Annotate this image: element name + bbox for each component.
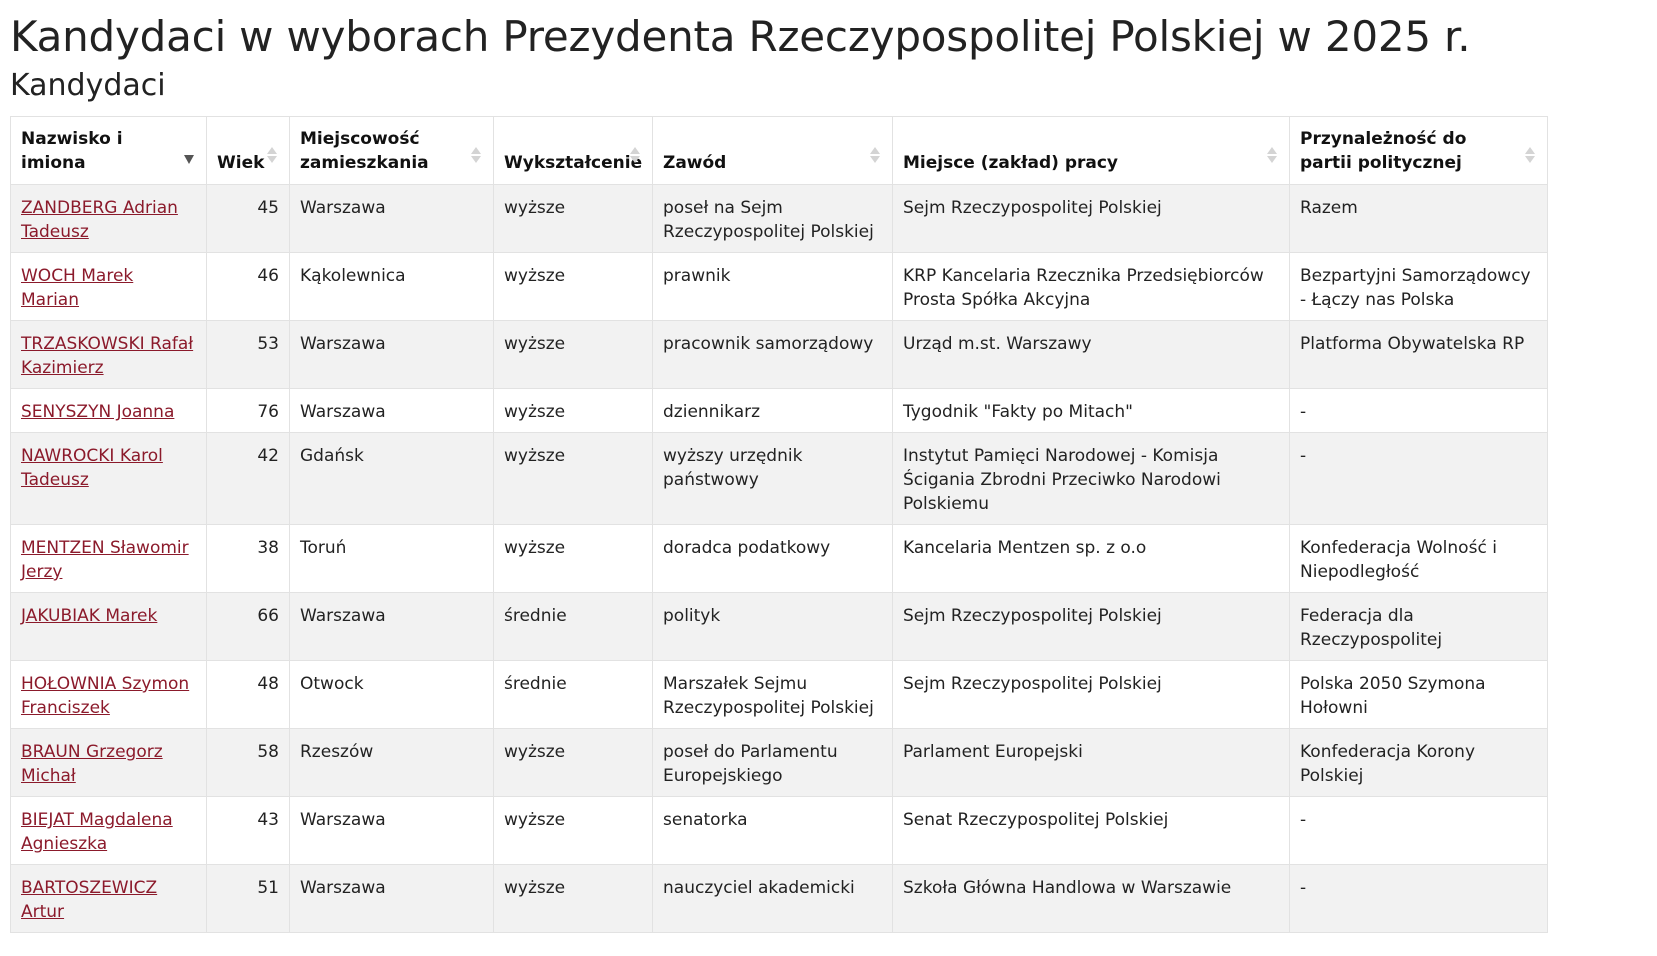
cell-education: średnie — [494, 661, 653, 729]
cell-party: Bezpartyjni Samorządowcy - Łączy nas Polska — [1290, 253, 1548, 321]
candidate-link[interactable]: BIEJAT Magdalena Agnieszka — [21, 810, 173, 854]
candidate-link[interactable]: HOŁOWNIA Szymon Franciszek — [21, 674, 190, 718]
cell-name — [11, 525, 207, 593]
column-header-party[interactable] — [1290, 117, 1548, 185]
column-header-workplace[interactable] — [893, 117, 1290, 185]
cell-residence: Gdańsk — [290, 433, 494, 525]
cell-occupation: nauczyciel akademicki — [653, 865, 893, 933]
cell-occupation: polityk — [653, 593, 893, 661]
cell-residence: Warszawa — [290, 321, 494, 389]
cell-education: wyższe — [494, 797, 653, 865]
column-header-label: Zawód — [663, 153, 727, 173]
candidate-link[interactable]: BARTOSZEWICZ Artur — [21, 878, 158, 922]
table-row — [11, 525, 1548, 593]
cell-party: - — [1290, 433, 1548, 525]
candidate-link[interactable]: WOCH Marek Marian — [21, 266, 134, 310]
cell-workplace: Sejm Rzeczypospolitej Polskiej — [893, 185, 1290, 253]
sort-arrows-icon — [870, 145, 880, 165]
cell-name — [11, 185, 207, 253]
table-row — [11, 661, 1548, 729]
cell-party: - — [1290, 865, 1548, 933]
cell-age: 38 — [207, 525, 290, 593]
cell-residence: Warszawa — [290, 593, 494, 661]
cell-age: 43 — [207, 797, 290, 865]
cell-age: 51 — [207, 865, 290, 933]
cell-party: Razem — [1290, 185, 1548, 253]
cell-occupation: Marszałek Sejmu Rzeczypospolitej Polskiej — [653, 661, 893, 729]
cell-workplace: Instytut Pamięci Narodowej - Komisja Ścigania Zbrodni Przeciwko Narodowi Polskiemu — [893, 433, 1290, 525]
column-header-label: Miejsce (zakład) pracy — [903, 153, 1119, 173]
cell-party: - — [1290, 797, 1548, 865]
cell-party: - — [1290, 389, 1548, 433]
table-row — [11, 593, 1548, 661]
cell-education: wyższe — [494, 865, 653, 933]
cell-name — [11, 661, 207, 729]
cell-party: Konfederacja Korony Polskiej — [1290, 729, 1548, 797]
cell-age: 53 — [207, 321, 290, 389]
table-row — [11, 321, 1548, 389]
cell-party: Platforma Obywatelska RP — [1290, 321, 1548, 389]
cell-education: wyższe — [494, 729, 653, 797]
table-body — [11, 185, 1548, 933]
column-header-occupation[interactable] — [653, 117, 893, 185]
sort-arrows-icon — [630, 145, 640, 165]
cell-name — [11, 729, 207, 797]
column-header-residence[interactable] — [290, 117, 494, 185]
cell-occupation: doradca podatkowy — [653, 525, 893, 593]
candidate-link[interactable]: BRAUN Grzegorz Michał — [21, 742, 163, 786]
candidate-link[interactable]: SENYSZYN Joanna — [21, 402, 175, 422]
cell-occupation: poseł na Sejm Rzeczypospolitej Polskiej — [653, 185, 893, 253]
cell-education: średnie — [494, 593, 653, 661]
cell-occupation: wyższy urzędnik państwowy — [653, 433, 893, 525]
cell-age: 42 — [207, 433, 290, 525]
cell-name — [11, 797, 207, 865]
cell-occupation: poseł do Parlamentu Europejskiego — [653, 729, 893, 797]
sort-arrows-icon — [1267, 145, 1277, 165]
cell-occupation: dziennikarz — [653, 389, 893, 433]
cell-occupation: pracownik samorządowy — [653, 321, 893, 389]
candidate-link[interactable]: JAKUBIAK Marek — [21, 606, 158, 626]
cell-name — [11, 433, 207, 525]
table-row — [11, 389, 1548, 433]
candidate-link[interactable]: MENTZEN Sławomir Jerzy — [21, 538, 189, 582]
cell-age: 46 — [207, 253, 290, 321]
sort-arrows-icon — [267, 145, 277, 165]
column-header-label: Nazwisko i imiona — [21, 129, 123, 173]
table-row — [11, 185, 1548, 253]
cell-name — [11, 593, 207, 661]
cell-workplace: Parlament Europejski — [893, 729, 1290, 797]
sort-arrows-icon — [471, 145, 481, 165]
cell-education: wyższe — [494, 185, 653, 253]
cell-residence: Warszawa — [290, 865, 494, 933]
cell-name — [11, 865, 207, 933]
column-header-age[interactable] — [207, 117, 290, 185]
cell-residence: Otwock — [290, 661, 494, 729]
cell-occupation: senatorka — [653, 797, 893, 865]
column-header-name[interactable] — [11, 117, 207, 185]
cell-age: 45 — [207, 185, 290, 253]
table-row — [11, 253, 1548, 321]
table-row — [11, 729, 1548, 797]
table-row — [11, 797, 1548, 865]
table-header-row — [11, 117, 1548, 185]
cell-residence: Warszawa — [290, 389, 494, 433]
column-header-label: Wiek — [217, 153, 265, 173]
cell-residence: Rzeszów — [290, 729, 494, 797]
cell-party: Polska 2050 Szymona Hołowni — [1290, 661, 1548, 729]
column-header-label: Miejscowość zamieszkania — [300, 129, 429, 173]
sort-arrows-icon — [1525, 145, 1535, 165]
cell-education: wyższe — [494, 253, 653, 321]
cell-age: 76 — [207, 389, 290, 433]
cell-residence: Warszawa — [290, 797, 494, 865]
cell-occupation: prawnik — [653, 253, 893, 321]
column-header-label: Wykształcenie — [504, 153, 643, 173]
sort-descending-icon — [184, 145, 194, 165]
page-subtitle: Kandydaci — [10, 68, 166, 103]
candidate-link[interactable]: ZANDBERG Adrian Tadeusz — [21, 198, 178, 242]
cell-workplace: Sejm Rzeczypospolitej Polskiej — [893, 593, 1290, 661]
cell-education: wyższe — [494, 321, 653, 389]
cell-party: Konfederacja Wolność i Niepodległość — [1290, 525, 1548, 593]
cell-education: wyższe — [494, 389, 653, 433]
cell-education: wyższe — [494, 525, 653, 593]
cell-workplace: Tygodnik "Fakty po Mitach" — [893, 389, 1290, 433]
column-header-label: Przynależność do partii politycznej — [1300, 129, 1467, 173]
candidate-link[interactable]: NAWROCKI Karol Tadeusz — [21, 446, 163, 490]
cell-education: wyższe — [494, 433, 653, 525]
cell-residence: Toruń — [290, 525, 494, 593]
cell-age: 48 — [207, 661, 290, 729]
table-row — [11, 865, 1548, 933]
column-header-education[interactable] — [494, 117, 653, 185]
cell-age: 58 — [207, 729, 290, 797]
cell-workplace: KRP Kancelaria Rzecznika Przedsiębiorców Prosta Spółka Akcyjna — [893, 253, 1290, 321]
page-title: Kandydaci w wyborach Prezydenta Rzeczypospolitej Polskiej w 2025 r. — [10, 12, 1471, 61]
candidates-table — [10, 116, 1548, 933]
cell-workplace: Sejm Rzeczypospolitej Polskiej — [893, 661, 1290, 729]
cell-residence: Warszawa — [290, 185, 494, 253]
candidate-link[interactable]: TRZASKOWSKI Rafał Kazimierz — [21, 334, 194, 378]
cell-age: 66 — [207, 593, 290, 661]
cell-workplace: Urząd m.st. Warszawy — [893, 321, 1290, 389]
table-row — [11, 433, 1548, 525]
cell-workplace: Kancelaria Mentzen sp. z o.o — [893, 525, 1290, 593]
cell-residence: Kąkolewnica — [290, 253, 494, 321]
cell-name — [11, 389, 207, 433]
cell-party: Federacja dla Rzeczypospolitej — [1290, 593, 1548, 661]
cell-workplace: Szkoła Główna Handlowa w Warszawie — [893, 865, 1290, 933]
cell-workplace: Senat Rzeczypospolitej Polskiej — [893, 797, 1290, 865]
cell-name — [11, 321, 207, 389]
cell-name — [11, 253, 207, 321]
